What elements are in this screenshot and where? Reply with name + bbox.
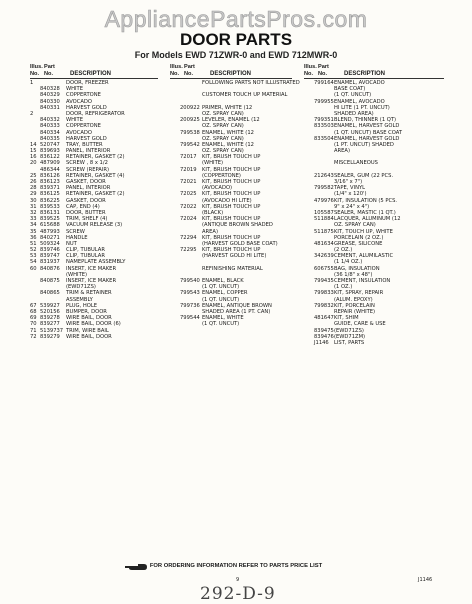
part-number: 840329	[40, 92, 60, 99]
header-part: Part	[44, 64, 55, 70]
part-description: OZ. SPRAY CAN)	[334, 222, 376, 229]
part-description: FOLLOWING PARTS NOT ILLUSTRATED	[202, 80, 300, 86]
page-number: 9	[236, 577, 240, 583]
part-description: BUMPER, DOOR	[66, 308, 107, 315]
part-number: 840334	[40, 129, 60, 136]
part-description: HI LITE (1 PT. UNCUT)	[334, 104, 390, 111]
illus-number: 33	[30, 216, 37, 223]
part-description: SCREW (REPAIR)	[66, 166, 109, 173]
part-number: 840271	[40, 234, 60, 241]
part-description: TRAY, BUTTER	[66, 141, 103, 148]
illus-number: 26	[30, 179, 37, 185]
part-description: NUT	[66, 240, 77, 247]
part-description: GASKET, DOOR	[66, 197, 106, 204]
part-description: KIT, BRUSH TOUCH UP	[202, 179, 261, 185]
part-description: DOOR, FREEZER	[66, 80, 109, 86]
part-description: (ALUM. EPOXY)	[334, 296, 373, 303]
header-no: No.	[30, 70, 40, 77]
illus-number: 32	[30, 209, 37, 216]
parts-column-2	[170, 64, 300, 328]
part-description: KIT, BRUSH TOUCH UP	[202, 247, 261, 254]
part-description: PLUG, HOLE	[66, 302, 98, 309]
parts-column-3	[304, 64, 444, 346]
illus-number: 60	[30, 265, 37, 272]
part-number: 5139737	[40, 327, 64, 334]
part-description: KIT, SPRAY, REPAIR	[334, 290, 384, 297]
part-number: 72022	[180, 203, 197, 210]
part-description: LACQUER, ALUMINUM (12	[334, 216, 401, 223]
part-number: 799832	[314, 302, 334, 309]
part-description: CEMENT, INSULATION	[334, 278, 391, 284]
part-description: (COPPERTONE)	[202, 172, 241, 179]
part-row	[170, 321, 292, 327]
part-description: TRIM, WIRE BAIL	[66, 327, 109, 334]
part-description: (BLACK)	[202, 209, 224, 216]
part-description: WHITE	[66, 117, 84, 124]
part-description: LEVELER, ENAMEL (12	[202, 117, 260, 124]
part-number: 839533	[40, 203, 60, 210]
part-number: 839746	[40, 247, 60, 254]
part-description: 9" x 24" x 4")	[334, 203, 370, 210]
part-description: (WHITE)	[202, 160, 224, 167]
illus-number: 68	[30, 308, 37, 315]
illus-number: 16	[30, 154, 37, 161]
part-number: 539927	[40, 302, 60, 309]
part-number: 72024	[180, 216, 197, 223]
part-description: ASSEMBLY	[66, 296, 93, 303]
part-number: 606755	[314, 265, 334, 272]
header-description: DESCRIPTION	[70, 70, 112, 77]
part-number: 481647	[314, 315, 334, 322]
part-description: 3/16" x 7")	[334, 179, 363, 185]
illus-number: 54	[30, 259, 37, 266]
header-no: No.	[170, 70, 180, 77]
part-description: (HARVEST GOLD HI LITE)	[202, 253, 267, 260]
part-description: (1 PT. UNCUT) SHADED	[334, 141, 394, 148]
illus-number: 29	[30, 191, 37, 198]
part-number: 840333	[40, 123, 60, 130]
part-number: 840876	[40, 265, 60, 272]
part-number: 520156	[40, 308, 60, 315]
part-number: 799736	[180, 302, 200, 309]
part-description: KIT, SHIM	[334, 315, 359, 322]
part-number: 836125	[40, 191, 60, 198]
part-number: 799582	[314, 185, 334, 192]
part-number: 839693	[40, 148, 60, 155]
part-number: 840328	[40, 86, 60, 93]
part-description: (1 OZ.)	[334, 284, 353, 291]
part-number: 836122	[40, 154, 60, 161]
part-description: (EWD71ZS)	[66, 284, 96, 291]
part-description: PRIMER, WHITE (12	[202, 104, 253, 111]
part-description: KIT, PORCELAIN	[334, 302, 375, 309]
part-number: 615688	[40, 222, 60, 229]
part-number: 799833	[314, 290, 334, 297]
document-code: J1146	[418, 577, 433, 583]
part-number: 72017	[180, 154, 197, 161]
illus-number: 52	[30, 247, 37, 254]
part-description: ENAMEL, HARVEST GOLD	[334, 123, 400, 130]
header-illus: Illus.	[170, 64, 183, 70]
header-no: No.	[184, 70, 194, 77]
part-description: SCREW	[66, 228, 85, 235]
part-number: 799542	[180, 141, 200, 148]
part-number: 833503	[314, 123, 334, 130]
part-description: WIRE BAIL, DOOR (6)	[66, 321, 121, 328]
part-number: 105587	[314, 209, 334, 216]
column-header	[304, 64, 444, 80]
part-number: 839747	[40, 253, 60, 260]
illus-number: 1	[30, 80, 34, 86]
header-illus: Illus.	[30, 64, 43, 70]
part-description: KIT, BRUSH TOUCH UP	[202, 191, 261, 198]
part-description: CAP, END (4)	[66, 203, 100, 210]
part-description: ENAMEL, WHITE (12	[202, 141, 254, 148]
part-row	[304, 340, 444, 346]
illus-number: 20	[30, 160, 37, 167]
part-number: 840335	[40, 135, 60, 142]
header-no: No.	[318, 70, 328, 77]
part-number: 840875	[40, 278, 60, 284]
part-description: SEALER, MASTIC (1 QT.)	[334, 209, 396, 216]
part-description: (1 QT. UNCUT)	[202, 296, 240, 303]
part-description: (1 QT. UNCUT) BASE COAT	[334, 129, 403, 136]
part-description: KIT, BRUSH TOUCH UP	[202, 166, 261, 173]
part-description: AREA)	[202, 228, 219, 235]
part-number: 836126	[40, 172, 60, 179]
part-number: 520747	[40, 141, 60, 148]
illus-number: 30	[30, 197, 37, 204]
part-description: OZ. SPRAY CAN)	[202, 148, 244, 155]
part-number: 839277	[40, 321, 60, 328]
part-description: NAMEPLATE ASSEMBLY	[66, 259, 126, 266]
part-description: (EWD71ZS)	[334, 327, 364, 334]
part-description: ENAMEL, BLACK	[202, 278, 244, 284]
part-description: (ANTIQUE BROWN SHADED	[202, 222, 273, 229]
part-description: TRIM & RETAINER	[66, 290, 112, 297]
part-description: ENAMEL, HARVEST GOLD	[334, 135, 400, 142]
part-description: AVOCADO	[66, 129, 93, 136]
part-number: 799955	[314, 98, 334, 105]
part-description: (EWD71ZM)	[334, 333, 366, 340]
part-description: COPPERTONE	[66, 123, 101, 130]
header-no: No.	[304, 70, 314, 77]
part-number: 342639	[314, 253, 334, 260]
part-description: TRIM, SHELF (4)	[66, 216, 108, 223]
illus-number: 14	[30, 141, 37, 148]
part-number: 840331	[40, 104, 60, 111]
part-number: 487993	[40, 228, 60, 235]
header-part: Part	[184, 64, 195, 70]
part-description: REFINISHING MATERIAL	[202, 265, 263, 272]
illus-number: 31	[30, 203, 37, 210]
part-number: 836131	[40, 209, 60, 216]
part-number: 72294	[180, 234, 197, 241]
part-description: SHADED AREA (1 PT. CAN)	[202, 308, 271, 315]
part-description: (1 QT. UNCUT)	[202, 284, 240, 291]
part-number: 72021	[180, 179, 197, 185]
illus-number: 51	[30, 240, 37, 247]
part-number: 799435	[314, 278, 334, 284]
part-description: TAPE, VINYL	[334, 185, 366, 192]
part-number: 839475	[314, 327, 334, 334]
part-description: SCREW , 8 x 1/2	[66, 160, 108, 167]
header-description: DESCRIPTION	[344, 70, 386, 77]
page-title: DOOR PARTS	[179, 30, 293, 49]
part-description: ENAMEL, ANTIQUE BROWN	[202, 302, 272, 309]
part-description: SHADED AREA)	[334, 110, 374, 117]
part-description: KIT, BRUSH TOUCH UP	[202, 216, 261, 223]
part-number: 840330	[40, 98, 60, 105]
part-description: COPPERTONE	[66, 92, 101, 99]
part-number: 833504	[314, 135, 334, 142]
column-header	[30, 64, 158, 80]
part-description: DOOR, REFRIGERATOR	[66, 110, 125, 117]
part-description: PANEL, INTERIOR	[66, 185, 111, 192]
part-description: (WHITE)	[66, 271, 88, 278]
part-description: PORCELAIN (2 OZ.)	[334, 234, 384, 241]
part-description: VACUUM RELEASE (3)	[66, 222, 123, 229]
illus-number: 70	[30, 321, 37, 328]
part-description: WIRE BAIL, DOOR	[66, 333, 112, 340]
illus-number: 67	[30, 302, 37, 309]
watermark-text: AppliancePartsPros.com	[104, 6, 368, 32]
part-number: 486344	[40, 166, 60, 173]
part-number: 799164	[314, 80, 334, 86]
part-number: 799544	[180, 315, 200, 322]
part-number: 200925	[180, 117, 200, 124]
part-number: 799543	[180, 290, 200, 297]
illus-number: 71	[30, 327, 37, 334]
part-description: (2 OZ.)	[334, 247, 353, 254]
part-number: 72025	[180, 191, 197, 198]
part-description: HANDLE	[66, 234, 88, 241]
part-number: 511884	[314, 216, 334, 223]
column-header	[170, 64, 292, 80]
handwritten-note: 292-D-9	[200, 584, 276, 604]
illus-number: 72	[30, 333, 37, 340]
part-number: 839525	[40, 216, 60, 223]
part-description: AVOCADO	[66, 98, 93, 105]
part-description: INSERT, ICE MAKER	[66, 278, 117, 284]
illus-number: 53	[30, 253, 37, 260]
part-description: ENAMEL, AVOCADO	[334, 80, 385, 86]
part-description: INSERT, ICE MAKER	[66, 265, 117, 272]
parts-column-1	[30, 64, 158, 340]
part-description: HARVEST GOLD	[66, 135, 107, 142]
part-number: 72295	[180, 247, 197, 254]
part-number: 799538	[180, 129, 200, 136]
part-description: ENAMEL, WHITE	[202, 315, 244, 322]
illus-number: 35	[30, 228, 37, 235]
illus-number: 25	[30, 172, 37, 179]
header-part: Part	[318, 64, 329, 70]
part-number: 509324	[40, 240, 60, 247]
part-description: KIT, BRUSH TOUCH UP	[202, 154, 261, 161]
part-number: 511875	[314, 228, 334, 235]
part-description: (HARVEST GOLD BASE COAT)	[202, 240, 278, 247]
part-description: OZ. SPRAY CAN)	[202, 123, 244, 130]
part-description: ENAMEL, COPPER	[202, 290, 248, 297]
part-number: 839279	[40, 333, 60, 340]
part-description: KIT, BRUSH TOUCH UP	[202, 234, 261, 241]
header-no: No.	[44, 70, 54, 77]
illus-number: 34	[30, 222, 37, 229]
part-number: 212643	[314, 172, 334, 179]
part-number: 72019	[180, 166, 197, 173]
part-description: (1 QT. UNCUT)	[334, 92, 372, 99]
part-description: (AVOCADO HI LITE)	[202, 197, 252, 204]
part-number: J1146	[314, 339, 329, 346]
part-description: RETAINER, GASKET (2)	[66, 191, 125, 198]
part-description: (36 1/8" x 48")	[334, 271, 373, 278]
part-number: 839371	[40, 185, 60, 192]
part-description: KIT, TOUCH UP, WHITE	[334, 228, 393, 235]
part-description: (1 1/4 OZ.)	[334, 259, 363, 266]
illus-number: 28	[30, 185, 37, 192]
page-subtitle: For Models EWD 71ZWR-0 and EWD 712MWR-0	[134, 50, 338, 60]
part-description: CLIP, TUBULAR	[66, 247, 105, 254]
part-description: MISCELLANEOUS	[334, 160, 378, 167]
illus-number: 36	[30, 234, 37, 241]
part-number: 840332	[40, 117, 60, 124]
part-number: 840865	[40, 290, 60, 297]
part-description: ENAMEL, WHITE (12	[202, 129, 254, 136]
part-description: RETAINER, GASKET (4)	[66, 172, 125, 179]
part-description: WHITE	[66, 86, 84, 93]
part-number: 836123	[40, 179, 60, 185]
part-description: (1 QT. UNCUT)	[202, 321, 240, 328]
part-description: GREASE, SILICONE	[334, 240, 383, 247]
part-description: CUSTOMER TOUCH UP MATERIAL	[202, 92, 288, 99]
part-row	[30, 334, 158, 340]
header-description: DESCRIPTION	[210, 70, 252, 77]
part-description: DOOR, BUTTER	[66, 209, 106, 216]
part-number: 839476	[314, 333, 334, 340]
part-description: KIT, BRUSH TOUCH UP	[202, 203, 261, 210]
part-number: 831937	[40, 259, 60, 266]
part-description: (1/4" x 120')	[334, 191, 367, 198]
part-number: 479976	[314, 197, 334, 204]
part-number: 487909	[40, 160, 60, 167]
part-description: SEALER, GUM (22 PCS.	[334, 172, 394, 179]
part-description: LIST, PARTS	[334, 339, 365, 346]
part-description: WIRE BAIL, DOOR	[66, 315, 112, 322]
part-description: OZ. SPRAY CAN)	[202, 135, 244, 142]
part-description: RETAINER, GASKET (2)	[66, 154, 125, 161]
part-description: CLIP, TUBULAR	[66, 253, 105, 260]
part-description: OZ. SPRAY CAN)	[202, 110, 244, 117]
ordering-info-footer: FOR ORDERING INFORMATION REFER TO PARTS PRICE LIST	[149, 563, 323, 569]
part-description: CEMENT, ALUMILASTIC	[334, 253, 394, 260]
part-description: HARVEST GOLD	[66, 104, 107, 111]
part-number: 200922	[180, 104, 200, 111]
part-description: BAG, INSULATION	[334, 265, 380, 272]
part-description: GASKET, DOOR	[66, 179, 106, 185]
part-number: 481634	[314, 240, 334, 247]
part-description: KIT, INSULATION (5 PCS.	[334, 197, 398, 204]
part-description: BLEND, THINNER (1 QT)	[334, 117, 397, 124]
illus-number: 2	[30, 110, 34, 117]
part-description: GUIDE, CARE & USE	[334, 321, 386, 328]
illus-number: 69	[30, 315, 37, 322]
part-description: REPAIR (WHITE)	[334, 308, 376, 315]
part-description: AREA)	[334, 148, 351, 155]
part-description: (AVOCADO)	[202, 185, 233, 192]
part-number: 799351	[314, 117, 334, 124]
header-illus: Illus.	[304, 64, 317, 70]
part-description: PANEL, INTERIOR	[66, 148, 111, 155]
part-number: 799540	[180, 278, 200, 284]
part-number: 839278	[40, 315, 60, 322]
part-description: BASE COAT)	[334, 86, 366, 93]
illus-number: 15	[30, 148, 37, 155]
part-description: ENAMEL, AVOCADO	[334, 98, 385, 105]
part-number: 836225	[40, 197, 60, 204]
